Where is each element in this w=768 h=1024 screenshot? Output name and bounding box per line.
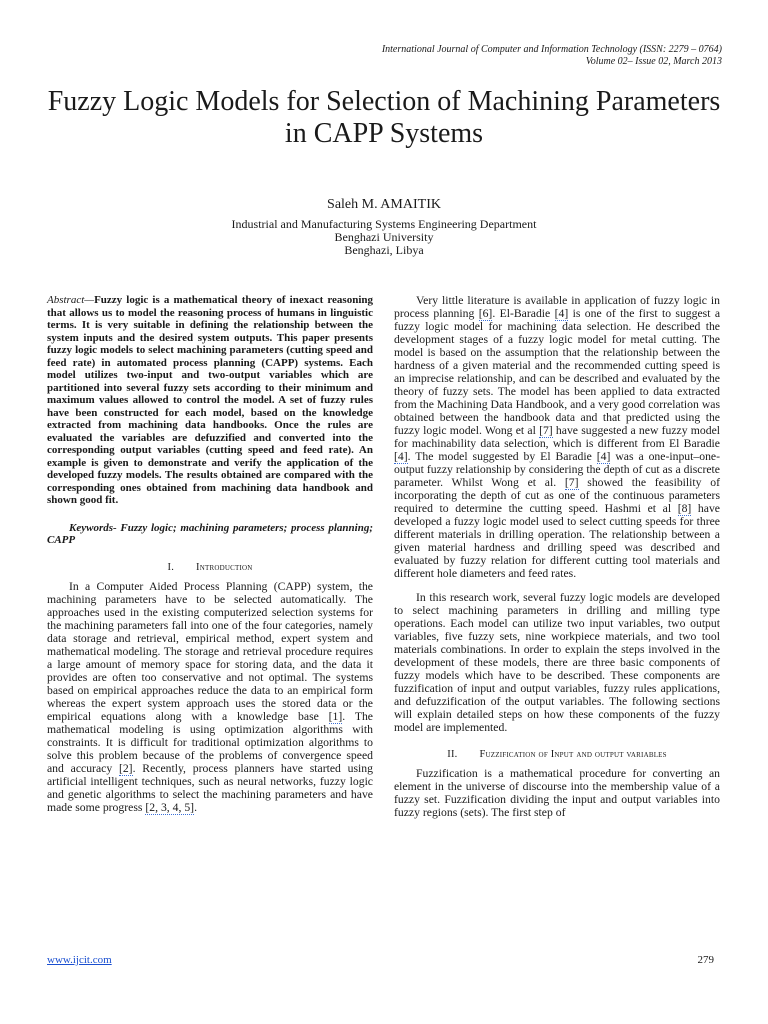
author-department: Industrial and Manufacturing Systems Engineering Department (231, 217, 537, 231)
left-column (47, 294, 373, 814)
abstract (47, 294, 373, 507)
paragraph-text: In a Computer Aided Process Planning (CAPP) system, the machining parameters have to be selected automatically. The approaches used in the existing computerized selection systems for the machining parameters fall into one of the four categories, namely data storage and retrieval, empirical method, expert system and mathematical modeling. The storage and retrieval procedure requires a large amount of memory space for storing data, and the data it provides are often too conservative and not optimal. The systems based on empirical approaches reduce the data to an empirical form whereas the expert system approach uses the stored data or the empirical equations along with a knowledge base (47, 579, 373, 723)
paragraph-text: is one of the first to suggest a fuzzy logic model for machining data selection. He described the development stages of a fuzzy logic model for metal cutting. The model is based on the assumption that the relationship between the hardness of a given material and the recommended cutting speed is an imprecise relationship, and can be described and evaluated by the theory of fuzzy sets. The model has been applied to data extracted from the Machining Data Handbook, and a very good correlation was obtained between the handbook data and that predicted using the fuzzy logic model. Wong et al (394, 307, 721, 437)
citation-link[interactable]: [4] (394, 450, 408, 463)
author-location: Benghazi, Libya (344, 243, 424, 257)
author-name: Saleh M. AMAITIK (327, 197, 441, 212)
abstract-label: Abstract— (47, 294, 95, 306)
paragraph-text: . El-Baradie (492, 307, 555, 320)
section-title: Fuzzification of Input and output variables (479, 749, 667, 760)
paragraph-text: . The model suggested by El Baradie (407, 450, 597, 463)
section-title: Introduction (196, 561, 253, 573)
citation-link[interactable]: [6] (478, 307, 493, 320)
journal-volume-line: Volume 02– Issue 02, March 2013 (585, 56, 722, 67)
author-block (40, 196, 728, 257)
paragraph-text: . The mathematical modeling is using optimization algorithms with constraints. It is difficult for traditional optimization algorithms to solve this problem because of the problems of convergence speed and accuracy (47, 709, 373, 775)
journal-title-line: International Journal of Computer and Information Technology (ISSN: 2279 – 0764) (381, 44, 722, 55)
keywords: Keywords- Fuzzy logic; machining parameters; process planning; CAPP (47, 521, 373, 546)
paragraph-gap (394, 580, 720, 591)
citation-link[interactable]: [7] (564, 476, 579, 489)
paragraph-text: . (194, 800, 197, 814)
paragraph-text: was a one-input–one-output fuzzy relationship by considering the depth of cut as a discrete parameter. Whilst Wong et al. (394, 450, 720, 489)
paragraph-text: . Recently, process planners have started using artificial intelligent techniques, such as neural networks, fuzzy logic and genetic algorithms to select the machining parameters and have made some progress (47, 761, 373, 814)
author-university: Benghazi University (334, 230, 434, 244)
section-heading-introduction (47, 561, 373, 574)
citation-link[interactable]: [2] (118, 761, 133, 775)
paragraph-text: have suggested a new fuzzy model for machinability data selection, which is different from El Baradie (394, 424, 720, 450)
paragraph-text: showed the feasibility of incorporating the depth of cut as one of the continuous parameters required to determine the cutting speed. Hashmi et al (394, 476, 721, 515)
abstract-text: Fuzzy logic is a mathematical theory of inexact reasoning that allows us to model the reasoning process of humans in linguistic terms. It is very suitable in defining the relationship between the system inputs and the desired system outputs. This paper presents fuzzy logic models to select machining parameters (cutting speed and feed rate) in automated process planning (CAPP) systems. Each model utilizes two-input and two-output variables which are partitioned into several fuzzy sets according to their minimum and maximum values allowed to control the model. A set of fuzzy rules have been constructed for each model, based on the knowledge extracted from machining data handbooks. Once the rules are evaluated the variables are defuzzified and converted into the corresponding output variables (cutting speed and feed rate). An example is given to demonstrate and verify the application of the developed fuzzy models. The results obtained are compared with the corresponding ones obtained from machining data handbook and shown good fit. (47, 294, 373, 506)
citation-link[interactable]: [8] (677, 502, 692, 515)
literature-paragraph (394, 294, 720, 580)
right-column (394, 294, 720, 819)
citation-link[interactable]: [4] (554, 307, 569, 320)
citation-link[interactable]: [4] (596, 450, 611, 463)
journal-header (382, 44, 722, 68)
citation-link[interactable]: [7] (539, 424, 553, 437)
citation-link[interactable]: [2, 3, 4, 5] (145, 800, 195, 814)
footer-website-link[interactable]: www.ijcit.com (47, 954, 112, 966)
paragraph-text: Very little literature is available in application of fuzzy logic in process planning (394, 294, 720, 320)
section-number: II. (447, 749, 458, 760)
paragraph-text: have developed a fuzzy logic model used to select cutting speeds for three different materials in drilling operation. The relationship between a given material hardness and drilling speed was described and evaluated by fuzzy relation for different cutting tool materials and different hole diameters and feed rates. (394, 502, 720, 580)
paper-title: Fuzzy Logic Models for Selection of Machining Parameters in CAPP Systems (47, 86, 721, 149)
fuzzification-paragraph: Fuzzification is a mathematical procedure for converting an element in the universe of discourse into the membership value of a fuzzy set. Fuzzification dividing the input and output variables into fuzzy regions (sets). The first step of (394, 767, 720, 819)
section-heading-fuzzification (394, 748, 720, 761)
section-number: I. (167, 561, 175, 573)
introduction-paragraph (47, 580, 373, 814)
page-number: 279 (697, 954, 714, 966)
citation-link[interactable]: [1] (328, 709, 343, 723)
research-work-paragraph: In this research work, several fuzzy logic models are developed to select machining parameters in drilling and milling type operations. Each model can utilize two input variables, two output variables, five fuzzy sets, nine workpiece materials, and two tool materials combinations. In order to explain the steps involved in the development of these models, there are three basic components of fuzzy models which have to be described. These components are fuzzification of input and output variables, fuzzy rules applications, and defuzzification of the output variables. The following sections will explain detailed steps on how these components of the fuzzy model are implemented. (394, 591, 720, 734)
